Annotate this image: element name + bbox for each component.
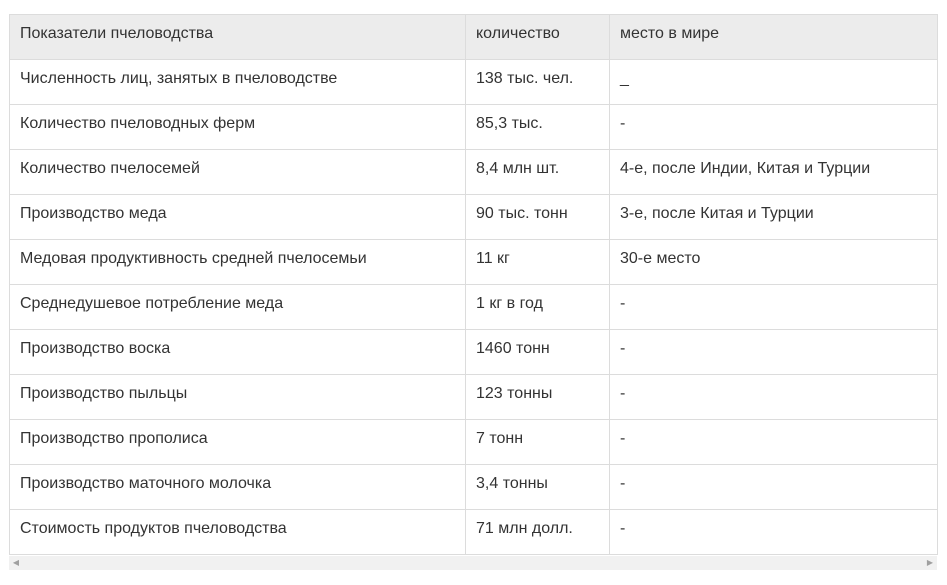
cell-world-rank: - bbox=[610, 285, 938, 330]
cell-indicator: Производство прополиса bbox=[10, 420, 466, 465]
horizontal-scrollbar[interactable] bbox=[9, 556, 937, 570]
cell-indicator: Стоимость продуктов пчеловодства bbox=[10, 510, 466, 555]
column-header-world-rank: место в мире bbox=[610, 15, 938, 60]
cell-quantity: 7 тонн bbox=[466, 420, 610, 465]
cell-world-rank: 30-е место bbox=[610, 240, 938, 285]
table-row bbox=[10, 465, 938, 510]
cell-world-rank: - bbox=[610, 375, 938, 420]
cell-indicator: Количество пчелосемей bbox=[10, 150, 466, 195]
column-header-indicator: Показатели пчеловодства bbox=[10, 15, 466, 60]
cell-world-rank: - bbox=[610, 465, 938, 510]
beekeeping-indicators-table bbox=[9, 14, 938, 555]
cell-indicator: Среднедушевое потребление меда bbox=[10, 285, 466, 330]
table-row bbox=[10, 285, 938, 330]
cell-world-rank: _ bbox=[610, 60, 938, 105]
cell-indicator: Производство маточного молочка bbox=[10, 465, 466, 510]
cell-world-rank: - bbox=[610, 420, 938, 465]
cell-world-rank: - bbox=[610, 330, 938, 375]
cell-indicator: Численность лиц, занятых в пчеловодстве bbox=[10, 60, 466, 105]
cell-quantity: 90 тыс. тонн bbox=[466, 195, 610, 240]
table-row bbox=[10, 375, 938, 420]
cell-indicator: Количество пчеловодных ферм bbox=[10, 105, 466, 150]
cell-indicator: Медовая продуктивность средней пчелосемьи bbox=[10, 240, 466, 285]
table-row bbox=[10, 150, 938, 195]
cell-indicator: Производство меда bbox=[10, 195, 466, 240]
column-header-quantity: количество bbox=[466, 15, 610, 60]
beekeeping-table-container bbox=[9, 14, 937, 555]
arrow-left-icon[interactable]: ◀ bbox=[12, 558, 20, 567]
cell-quantity: 123 тонны bbox=[466, 375, 610, 420]
cell-world-rank: - bbox=[610, 510, 938, 555]
cell-quantity: 85,3 тыс. bbox=[466, 105, 610, 150]
cell-quantity: 71 млн долл. bbox=[466, 510, 610, 555]
table-row bbox=[10, 420, 938, 465]
table-row bbox=[10, 60, 938, 105]
arrow-right-icon[interactable]: ▶ bbox=[926, 558, 934, 567]
cell-quantity: 1 кг в год bbox=[466, 285, 610, 330]
cell-world-rank: 4-е, после Индии, Китая и Турции bbox=[610, 150, 938, 195]
cell-indicator: Производство пыльцы bbox=[10, 375, 466, 420]
cell-quantity: 11 кг bbox=[466, 240, 610, 285]
table-row bbox=[10, 330, 938, 375]
cell-quantity: 3,4 тонны bbox=[466, 465, 610, 510]
table-header-row bbox=[10, 15, 938, 60]
cell-quantity: 138 тыс. чел. bbox=[466, 60, 610, 105]
cell-world-rank: 3-е, после Китая и Турции bbox=[610, 195, 938, 240]
cell-indicator: Производство воска bbox=[10, 330, 466, 375]
table-row bbox=[10, 240, 938, 285]
cell-world-rank: - bbox=[610, 105, 938, 150]
table-row bbox=[10, 510, 938, 555]
table-row bbox=[10, 195, 938, 240]
table-row bbox=[10, 105, 938, 150]
cell-quantity: 8,4 млн шт. bbox=[466, 150, 610, 195]
cell-quantity: 1460 тонн bbox=[466, 330, 610, 375]
